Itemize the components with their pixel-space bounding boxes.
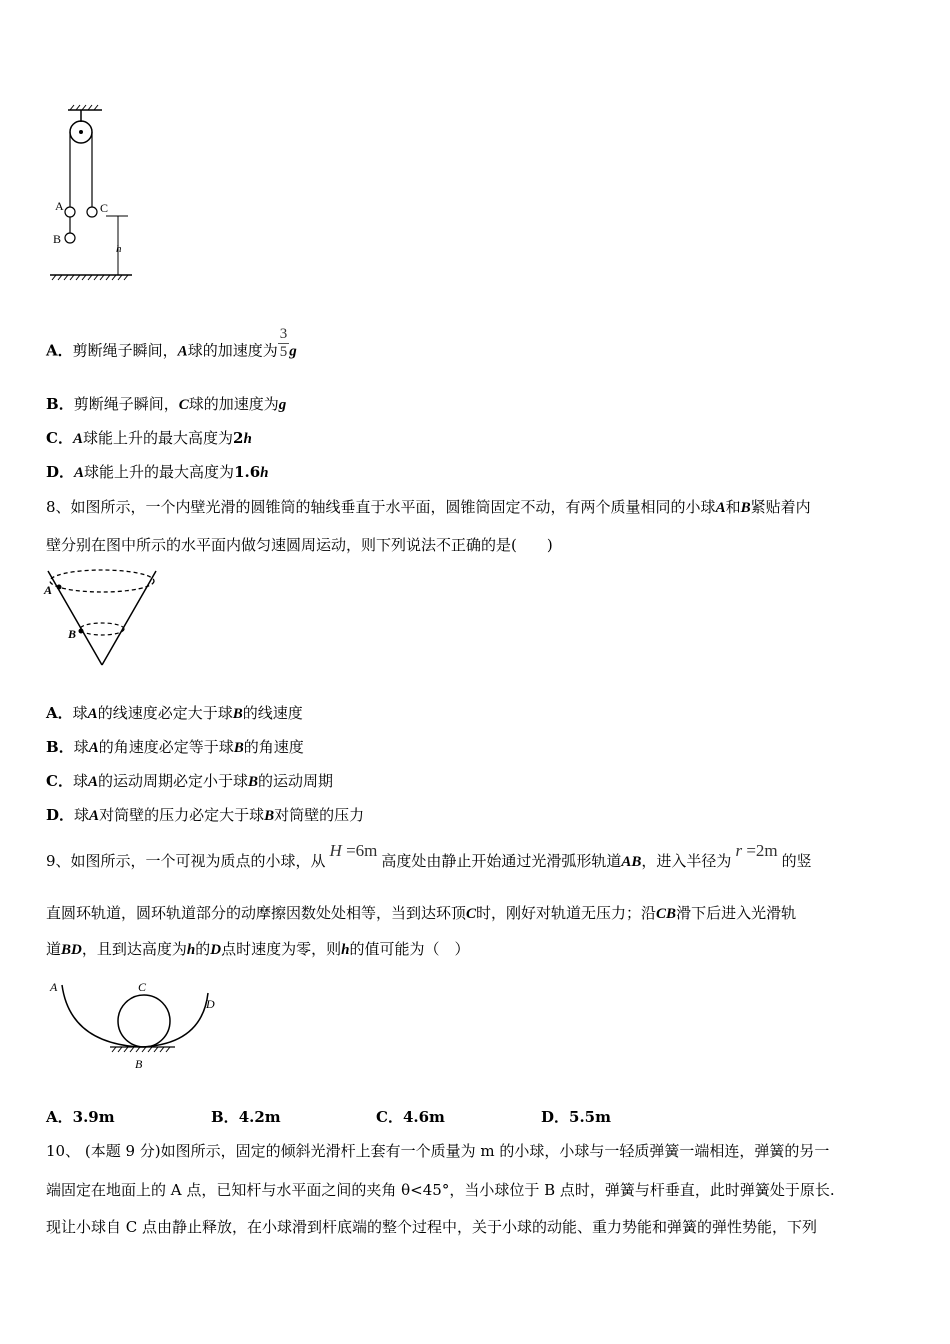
q9-option-c: C．4.6m [376, 1108, 445, 1126]
q9-option-b: B．4.2m [211, 1108, 281, 1126]
cone-figure [40, 565, 165, 670]
q9-option-a: A．3.9m [46, 1108, 115, 1126]
pulley-figure [40, 100, 150, 285]
q8-option-b: B．球A的角速度必定等于球B的角速度 [46, 738, 304, 756]
q9-options [46, 1107, 611, 1127]
q7-option-c: C．A球能上升的最大高度为2h [46, 429, 252, 447]
q7-option-b: B．剪断绳子瞬间，C球的加速度为g [46, 395, 287, 413]
label-b: B [53, 232, 62, 246]
track-label-c: C [138, 980, 147, 994]
track-label-d: D [206, 997, 215, 1011]
q8-option-a: A．球A的线速度必定大于球B的线速度 [46, 704, 303, 722]
q9-option-d: D．5.5m [541, 1108, 611, 1126]
label-a: A [55, 199, 64, 213]
cone-label-a: A [44, 583, 53, 597]
q9-stem-line1: 9、如图所示，一个可视为质点的小球，从H =6m高度处由静止开始通过光滑弧形轨道AB，进入半径为r =2m的竖 [46, 841, 812, 870]
q8-option-d: D．球A对筒壁的压力必定大于球B对筒壁的压力 [46, 806, 365, 824]
track-label-a: A [50, 980, 58, 994]
h-equals-6m: H =6m [329, 841, 378, 860]
r-equals-2m: r =2m [735, 841, 778, 860]
q8-stem-line1: 8、如图所示，一个内壁光滑的圆锥筒的轴线垂直于水平面，圆锥筒固定不动，有两个质量相同的小球A和B紧贴着内 [46, 498, 811, 516]
q8-stem-line2: 壁分别在图中所示的水平面内做匀速圆周运动，则下列说法不正确的是( ) [46, 536, 553, 554]
label-h: h [116, 243, 122, 255]
q10-stem-line3: 现让小球自 C 点由静止释放，在小球滑到杆底端的整个过程中，关于小球的动能、重力势能和弹簧的弹性势能，下列 [46, 1218, 818, 1236]
q8-option-c: C．球A的运动周期必定小于球B的运动周期 [46, 772, 334, 790]
cone-label-b: B [68, 627, 77, 641]
q10-stem-line1: 10、 (本题 9 分)如图所示，固定的倾斜光滑杆上套有一个质量为 m 的小球，小球与一轻质弹簧一端相连，弹簧的另一 [46, 1142, 830, 1160]
fraction-3-5: $\frac{3}{5}$ [279, 326, 288, 360]
label-c: C [100, 201, 109, 215]
q9-stem-line3: 道BD，且到达高度为h的D点时速度为零，则h的值可能为（ ） [46, 940, 470, 958]
q10-stem-line2: 端固定在地面上的 A 点，已知杆与水平面之间的夹角 θ<45°，当小球位于 B 点时，弹簧与杆垂直，此时弹簧处于原长. [46, 1181, 835, 1199]
q7-option-a: A．剪断绳子瞬间，A球的加速度为 $\frac{3}{5}$ g [46, 326, 297, 360]
q7-option-d: D．A球能上升的最大高度为1.6h [46, 463, 269, 481]
track-label-b: B [135, 1057, 143, 1071]
loop-track-figure [40, 975, 240, 1075]
q9-stem-line2: 直圆环轨道，圆环轨道部分的动摩擦因数处处相等，当到达环顶C时，刚好对轨道无压力；沿CB滑下后进入光滑轨 [46, 904, 797, 922]
